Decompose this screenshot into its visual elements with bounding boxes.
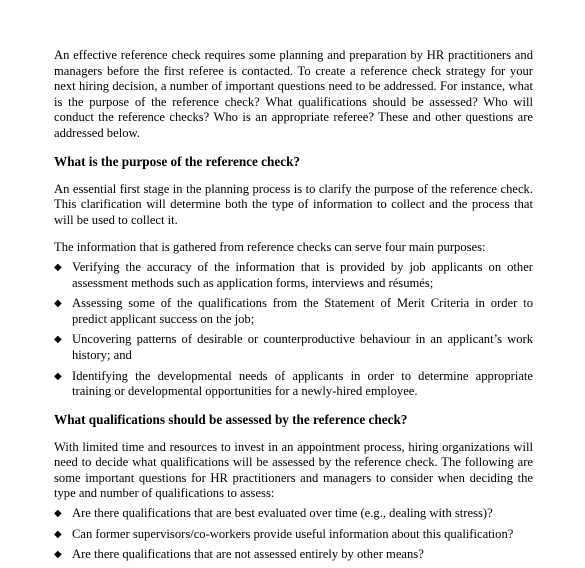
list-item-text: Identifying the developmental needs of applicants in order to determine appropriate training or developmental opportunities for a newly-hired employee.	[72, 368, 533, 399]
section-heading-qualifications: What qualifications should be assessed by the reference check?	[54, 411, 408, 427]
purpose-paragraph: An essential first stage in the planning process is to clarify the purpose of the reference check. This clarification will determine both the type of information to collect and the process that will be used to collect it.	[54, 181, 533, 227]
list-item	[54, 506, 533, 522]
diamond-bullet-icon: ◆	[54, 528, 62, 540]
diamond-bullet-icon: ◆	[54, 334, 62, 346]
purposes-list	[54, 260, 533, 400]
list-item	[54, 332, 533, 363]
intro-paragraph: An effective reference check requires some planning and preparation by HR practitioners and managers before the first referee is contacted. To create a reference check strategy for your next hiring decision, a number of important questions need to be addressed. For instance, what is the purpose of the reference check? What qualifications should be assessed? Who will conduct the reference checks? Who is an appropriate referee? These and other questions are addressed below.	[54, 48, 533, 140]
qualifications-questions-list	[54, 506, 533, 563]
diamond-bullet-icon: ◆	[54, 370, 62, 382]
document-page	[54, 48, 533, 568]
list-item-text: Can former supervisors/co-workers provide useful information about this qualification?	[72, 526, 514, 541]
diamond-bullet-icon: ◆	[54, 549, 62, 561]
diamond-bullet-icon: ◆	[54, 508, 62, 520]
qualifications-paragraph: With limited time and resources to invest in an appointment process, hiring organizations will need to decide what qualifications will be assessed by the reference check. The following are some important questions for HR practitioners and managers to consider when deciding the type and number of qualifications to assess:	[54, 439, 533, 501]
list-item	[54, 296, 533, 327]
purposes-intro-paragraph: The information that is gathered from reference checks can serve four main purposes:	[54, 240, 486, 255]
list-item	[54, 547, 533, 563]
list-item-text: Are there qualifications that are best evaluated over time (e.g., dealing with stress)?	[72, 506, 493, 521]
list-item	[54, 260, 533, 291]
list-item	[54, 527, 533, 543]
list-item-text: Uncovering patterns of desirable or counterproductive behaviour in an applicant’s work history; and	[72, 332, 533, 362]
list-item-text: Are there qualifications that are not assessed entirely by other means?	[72, 547, 424, 562]
diamond-bullet-icon: ◆	[54, 298, 62, 310]
diamond-bullet-icon: ◆	[54, 261, 62, 273]
list-item-text: Assessing some of the qualifications from the Statement of Merit Criteria in order to predict applicant success on the job;	[72, 296, 533, 326]
section-heading-purpose: What is the purpose of the reference check?	[54, 153, 301, 169]
list-item	[54, 369, 533, 400]
list-item-text: Verifying the accuracy of the information that is provided by job applicants on other assessment methods such as application forms, interviews and résumés;	[72, 259, 533, 290]
